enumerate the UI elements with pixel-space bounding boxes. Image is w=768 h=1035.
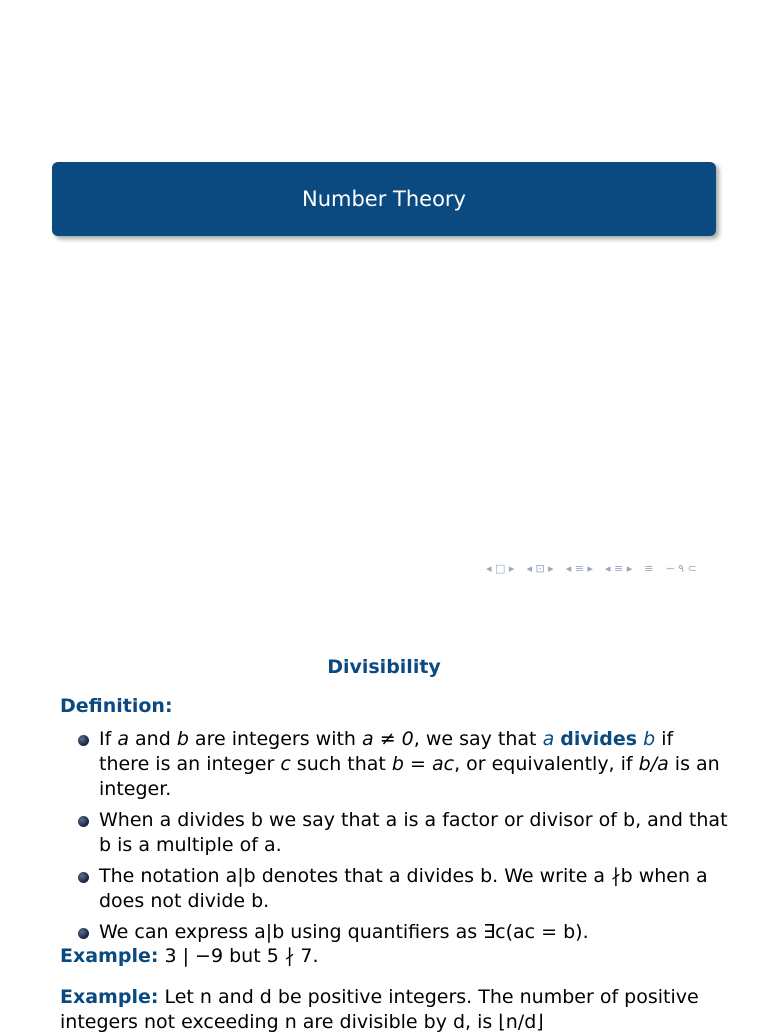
nav-part-control[interactable]: ◂ ≡ ▸: [604, 561, 633, 575]
beamer-navigation-bar: [486, 561, 766, 575]
nav-section-control[interactable]: ◂ ≡ ▸: [565, 561, 593, 575]
bullet-item-definition: If a and b are integers with a ≠ 0, we say that a divides b if there is an integer c such that b = ac, or equivalently, if b/a is an integer.: [78, 727, 728, 802]
nav-toc-icon[interactable]: ≡: [644, 561, 654, 575]
nav-subsection-control[interactable]: ◂ ⊡ ▸: [526, 561, 554, 575]
definition-label: Definition:: [60, 695, 173, 717]
slide-title-bar: [52, 162, 716, 236]
definition-bullet-list: [78, 727, 728, 951]
frame-title: Divisibility: [327, 656, 441, 678]
bullet-icon: [78, 816, 89, 827]
slide-title: Number Theory: [301, 187, 466, 211]
nav-frame-control[interactable]: ◂ □ ▸: [486, 561, 515, 575]
bullet-icon: [78, 735, 89, 746]
bullet-icon: [78, 872, 89, 883]
bullet-item-factor: When a divides b we say that a is a factor or divisor of b, and that b is a multiple of a.: [78, 808, 728, 858]
bullet-item-notation: The notation a|b denotes that a divides b. We write a ∤b when a does not divide b.: [78, 864, 728, 914]
example-2: Example: Let n and d be positive integers. The number of positive integers not exceeding n are divisible by d, is ⌊n/d⌋: [60, 986, 699, 1033]
nav-search-icon[interactable]: ∽ ۹ ⊂: [665, 561, 697, 575]
example-1: Example: 3 | −9 but 5 ∤ 7.: [60, 945, 319, 967]
bullet-item-quantifiers: We can express a|b using quantifiers as ∃c(ac = b).: [78, 920, 728, 945]
bullet-icon: [78, 928, 89, 939]
